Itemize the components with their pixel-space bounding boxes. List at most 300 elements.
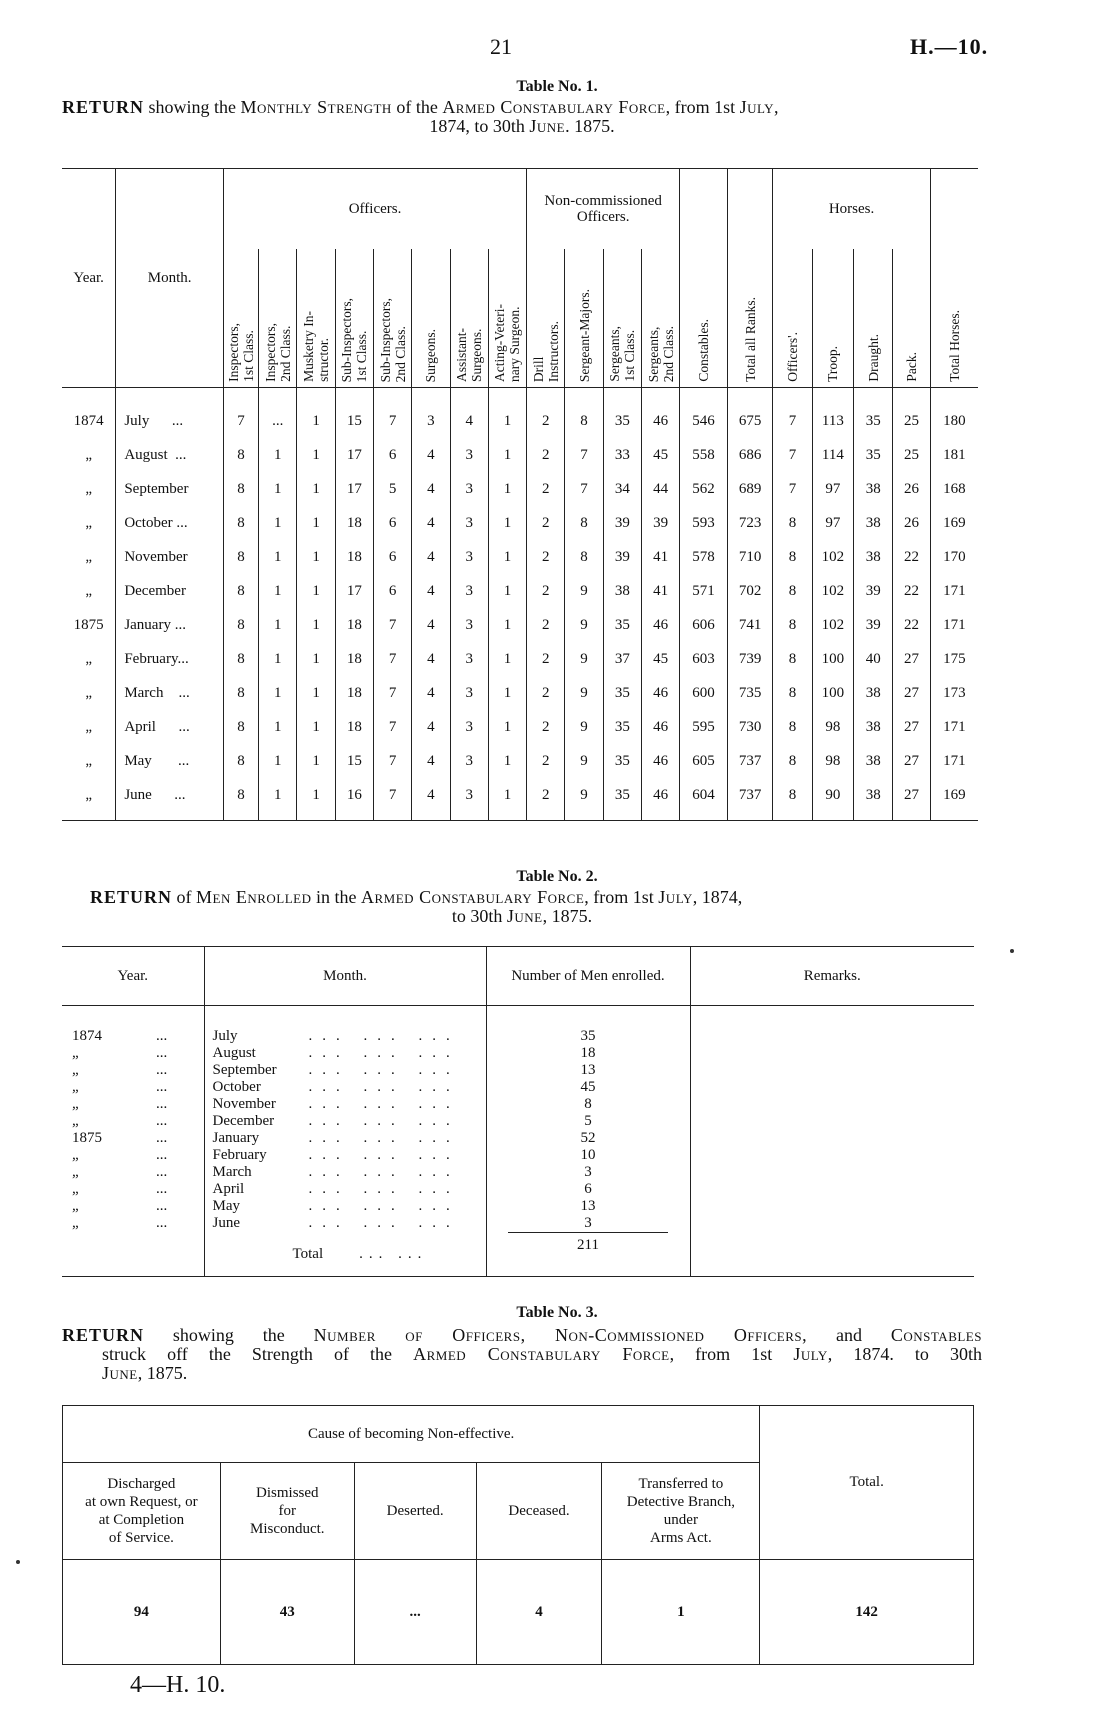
table-cell: 1 (297, 472, 335, 506)
table3-title: Table No. 3. (516, 1304, 598, 1321)
table-cell: 16 (335, 778, 373, 821)
table-cell: 1 (259, 710, 297, 744)
row-year: „ ... (72, 1096, 168, 1112)
table-cell: 7 (373, 710, 411, 744)
table-row (62, 540, 978, 574)
table-cell: 27 (893, 642, 930, 676)
monthly-strength-table (62, 168, 978, 821)
col-header: Draught. (854, 249, 893, 388)
row-month: July ... ... ... (212, 1028, 460, 1044)
table-cell: 8 (223, 506, 258, 540)
col-header: Officers'. (773, 249, 812, 388)
table-cell: 46 (641, 710, 679, 744)
table-cell: 181 (930, 438, 978, 472)
table-row (62, 676, 978, 710)
table-cell: 35 (603, 388, 641, 439)
row-year: „ ... (72, 1215, 168, 1231)
table-cell: 2 (527, 472, 565, 506)
table-cell: 4 (412, 642, 450, 676)
col-header: Deceased. (476, 1463, 602, 1560)
table-cell: 97 (812, 506, 853, 540)
table-cell: 1 (297, 506, 335, 540)
table-cell: 35 (603, 744, 641, 778)
row-year: 1874 ... (72, 1028, 168, 1044)
col-header: Total all Ranks. (727, 249, 773, 388)
table-cell: 1 (488, 438, 526, 472)
remarks-cell (690, 1006, 974, 1277)
table-cell: 4 (412, 778, 450, 821)
row-year: „ (62, 710, 116, 744)
table-cell: 39 (603, 506, 641, 540)
table-cell: 8 (223, 540, 258, 574)
table-row (62, 506, 978, 540)
table-cell: 98 (812, 744, 853, 778)
table-cell: 18 (335, 710, 373, 744)
table-cell: 38 (603, 574, 641, 608)
table-cell: 7 (373, 642, 411, 676)
table-cell: 546 (680, 388, 728, 439)
col-header: Total Horses. (930, 249, 978, 388)
table-cell: 1 (488, 608, 526, 642)
table-cell: 2 (527, 388, 565, 439)
table-cell: 739 (727, 642, 773, 676)
table-cell: 600 (680, 676, 728, 710)
col-header: Troop. (812, 249, 853, 388)
table-cell: 3 (412, 388, 450, 439)
table-cell: 40 (854, 642, 893, 676)
row-month: September (116, 472, 224, 506)
table-cell: 8 (223, 676, 258, 710)
row-enrolled: 3 (584, 1164, 592, 1180)
table-cell: 45 (641, 438, 679, 472)
table-cell: 675 (727, 388, 773, 439)
row-year: „ (62, 778, 116, 821)
table-cell: 595 (680, 710, 728, 744)
table-cell: 34 (603, 472, 641, 506)
table-cell: 170 (930, 540, 978, 574)
table-cell: 18 (335, 506, 373, 540)
table-cell: 2 (527, 710, 565, 744)
table-cell: 46 (641, 744, 679, 778)
table-cell: 38 (854, 710, 893, 744)
table-cell: 17 (335, 472, 373, 506)
table-cell: 3 (450, 506, 488, 540)
table-cell: 3 (450, 744, 488, 778)
table-cell: 1 (297, 574, 335, 608)
table-cell: 38 (854, 676, 893, 710)
table-cell: 1 (488, 574, 526, 608)
table-cell: 4 (412, 676, 450, 710)
row-month: February... (116, 642, 224, 676)
table-cell: 26 (893, 506, 930, 540)
table-cell: 1 (488, 744, 526, 778)
table-cell: 180 (930, 388, 978, 439)
table-cell: 6 (373, 574, 411, 608)
table-cell: 8 (223, 438, 258, 472)
row-enrolled: 13 (580, 1198, 596, 1214)
table-cell: 2 (527, 540, 565, 574)
table-cell: 603 (680, 642, 728, 676)
table-cell: 9 (565, 608, 603, 642)
row-month: May ... ... ... (212, 1198, 460, 1214)
table-cell: 7 (565, 472, 603, 506)
table-cell: 4 (412, 710, 450, 744)
table-cell: 3 (450, 574, 488, 608)
table-cell: 18 (335, 608, 373, 642)
table-cell: 1 (297, 744, 335, 778)
table-cell: 102 (812, 608, 853, 642)
table-cell: 8 (773, 710, 812, 744)
table-cell: 44 (641, 472, 679, 506)
table-cell: 1 (297, 642, 335, 676)
table-cell: 3 (450, 608, 488, 642)
table-cell: 17 (335, 574, 373, 608)
table-row (62, 710, 978, 744)
table-row (62, 574, 978, 608)
table-cell: 4 (412, 744, 450, 778)
col-header: Sub-Inspectors, 2nd Class. (373, 249, 411, 388)
table-cell: 723 (727, 506, 773, 540)
row-year: „ ... (72, 1147, 168, 1163)
value-cell: ... (354, 1560, 476, 1665)
table-cell: 606 (680, 608, 728, 642)
row-year: „ ... (72, 1113, 168, 1129)
table-cell: 571 (680, 574, 728, 608)
table-cell: 2 (527, 506, 565, 540)
table-cell: 1 (297, 388, 335, 439)
table-cell: 113 (812, 388, 853, 439)
table-cell: 35 (603, 710, 641, 744)
table-cell: 8 (773, 642, 812, 676)
col-header: Deserted. (354, 1463, 476, 1560)
table-cell: 1 (488, 506, 526, 540)
table1-title: Table No. 1. (516, 78, 598, 95)
col-number-enrolled: Number of Men enrolled. (486, 947, 690, 1006)
table-cell: 8 (773, 506, 812, 540)
table3-caption: RETURN showing the Number of Officers, Non-Commissioned Officers, and Constables struck off the Strength of the Armed Constabulary Force, from 1st July, 1874. to 30th June, 1875. (62, 1325, 982, 1383)
col-month: Month. (116, 169, 224, 388)
table-cell: 8 (565, 388, 603, 439)
table-cell: 605 (680, 744, 728, 778)
table2-caption: RETURN of Men Enrolled in the Armed Constabulary Force, from 1st July, 1874, to 30th June, 1875. (90, 887, 743, 926)
table-cell: 2 (527, 438, 565, 472)
table-cell: 173 (930, 676, 978, 710)
table-cell: 3 (450, 438, 488, 472)
row-month: April ... ... ... (212, 1181, 460, 1197)
table-cell: 22 (893, 574, 930, 608)
men-enrolled-table (62, 946, 974, 1277)
table-cell: 35 (603, 676, 641, 710)
table-cell: 15 (335, 388, 373, 439)
speck-mark (1010, 949, 1014, 953)
row-year: „ (62, 472, 116, 506)
row-month: June ... ... ... (212, 1215, 460, 1231)
col-header: Pack. (893, 249, 930, 388)
table-cell: 1 (297, 710, 335, 744)
row-month: January ... ... ... (212, 1130, 460, 1146)
table-cell: 2 (527, 574, 565, 608)
table-cell: 100 (812, 676, 853, 710)
table-cell: 168 (930, 472, 978, 506)
table-cell: 39 (854, 608, 893, 642)
table-cell: 7 (373, 388, 411, 439)
row-year: „ (62, 744, 116, 778)
table-cell: 8 (773, 608, 812, 642)
table-cell: 1 (488, 540, 526, 574)
table-cell: 735 (727, 676, 773, 710)
table-cell: 9 (565, 642, 603, 676)
table-cell: 8 (223, 472, 258, 506)
table-cell: 710 (727, 540, 773, 574)
table-cell: 27 (893, 744, 930, 778)
table-cell: 737 (727, 778, 773, 821)
row-month: November ... ... ... (212, 1096, 460, 1112)
footer-code: 4—H. 10. (130, 1672, 226, 1698)
table-cell: 3 (450, 710, 488, 744)
table-cell: 1 (297, 676, 335, 710)
document-code: H.—10. (910, 34, 989, 59)
table-cell: 1 (259, 642, 297, 676)
table-cell: 100 (812, 642, 853, 676)
table-cell: 8 (223, 710, 258, 744)
row-year: 1875 ... (72, 1130, 168, 1146)
row-month: October ... ... ... (212, 1079, 460, 1095)
table-cell: 3 (450, 472, 488, 506)
table-cell: 8 (223, 608, 258, 642)
total-enrolled: 211 (486, 1232, 690, 1277)
row-enrolled: 35 (580, 1028, 596, 1044)
col-header: Sergeants, 1st Class. (603, 249, 641, 388)
table-cell: 38 (854, 744, 893, 778)
row-enrolled: 52 (580, 1130, 596, 1146)
table-cell: 35 (854, 438, 893, 472)
table-cell: 6 (373, 506, 411, 540)
table-cell: 8 (565, 540, 603, 574)
table-cell: 2 (527, 744, 565, 778)
row-month: January ... (116, 608, 224, 642)
speck-mark (16, 1560, 20, 1564)
col-year: Year. (62, 947, 204, 1006)
table-cell: 1 (297, 540, 335, 574)
row-year: „ ... (72, 1198, 168, 1214)
col-total: Total. (760, 1406, 974, 1560)
table-cell: 39 (641, 506, 679, 540)
table-cell: 1 (297, 608, 335, 642)
table-cell: 1 (259, 778, 297, 821)
value-cell: 43 (220, 1560, 354, 1665)
table-cell: 558 (680, 438, 728, 472)
table-cell: 7 (373, 676, 411, 710)
table-cell: 1 (259, 676, 297, 710)
table-cell: 8 (773, 778, 812, 821)
table-cell: 102 (812, 540, 853, 574)
row-month: November (116, 540, 224, 574)
row-month: June ... (116, 778, 224, 821)
table-cell: 7 (373, 744, 411, 778)
row-month: July ... (116, 388, 224, 439)
table-cell: 1 (488, 642, 526, 676)
row-month: October ... (116, 506, 224, 540)
table-cell: 25 (893, 388, 930, 439)
group-nco: Non-commissioned Officers. (527, 169, 680, 250)
row-enrolled: 6 (584, 1181, 592, 1197)
row-year: „ ... (72, 1062, 168, 1078)
table-cell: 171 (930, 574, 978, 608)
table-cell: 604 (680, 778, 728, 821)
table-cell: 1 (488, 388, 526, 439)
table-cell: 9 (565, 676, 603, 710)
table-cell: 7 (373, 778, 411, 821)
row-year: „ ... (72, 1164, 168, 1180)
row-year: „ (62, 574, 116, 608)
table-cell: 37 (603, 642, 641, 676)
col-header: Dismissed for Misconduct. (220, 1463, 354, 1560)
table-cell: 6 (373, 438, 411, 472)
table-cell: 18 (335, 676, 373, 710)
table-cell: 1 (488, 472, 526, 506)
row-enrolled: 10 (580, 1147, 596, 1163)
col-header: Sub-Inspectors, 1st Class. (335, 249, 373, 388)
table-row (62, 642, 978, 676)
row-month: February ... ... ... (212, 1147, 460, 1163)
col-header: Musketry In- structor. (297, 249, 335, 388)
col-header: Inspectors, 2nd Class. (259, 249, 297, 388)
table-cell: 46 (641, 388, 679, 439)
value-cell: 4 (476, 1560, 602, 1665)
table-cell: 1 (259, 744, 297, 778)
table-cell: 46 (641, 608, 679, 642)
row-year: „ ... (72, 1045, 168, 1061)
table-cell: ... (259, 388, 297, 439)
table-cell: 39 (854, 574, 893, 608)
table-cell: 39 (603, 540, 641, 574)
col-header: Drill Instructors. (527, 249, 565, 388)
table-cell: 8 (223, 778, 258, 821)
row-month: December (116, 574, 224, 608)
table-cell: 2 (527, 676, 565, 710)
row-month: May ... (116, 744, 224, 778)
table-cell: 17 (335, 438, 373, 472)
table-cell: 1 (259, 574, 297, 608)
table-row (62, 608, 978, 642)
row-month: March ... ... ... (212, 1164, 460, 1180)
cause-header: Cause of becoming Non-effective. (63, 1406, 760, 1463)
table-row (62, 778, 978, 821)
table-cell: 33 (603, 438, 641, 472)
table-cell: 686 (727, 438, 773, 472)
row-year: „ (62, 438, 116, 472)
table-cell: 1 (488, 778, 526, 821)
col-month: Month. (204, 947, 486, 1006)
table-cell: 7 (223, 388, 258, 439)
table-cell: 27 (893, 710, 930, 744)
table-cell: 562 (680, 472, 728, 506)
table-cell: 7 (773, 438, 812, 472)
table-row (62, 438, 978, 472)
table-cell: 8 (223, 574, 258, 608)
table-cell: 169 (930, 778, 978, 821)
table-cell: 2 (527, 642, 565, 676)
table-cell: 45 (641, 642, 679, 676)
table-cell: 38 (854, 778, 893, 821)
table-cell: 3 (450, 676, 488, 710)
col-header: Acting-Veteri- nary Surgeon. (488, 249, 526, 388)
table-cell: 98 (812, 710, 853, 744)
table-cell: 7 (773, 472, 812, 506)
col-header: Inspectors, 1st Class. (223, 249, 258, 388)
table-cell: 171 (930, 710, 978, 744)
table-cell: 2 (527, 778, 565, 821)
col-header: Surgeons. (412, 249, 450, 388)
table-cell: 730 (727, 710, 773, 744)
table-cell: 3 (450, 540, 488, 574)
table-cell: 7 (373, 608, 411, 642)
row-month: September ... ... ... (212, 1062, 460, 1078)
table-cell: 27 (893, 676, 930, 710)
table-cell: 35 (854, 388, 893, 439)
value-cell: 1 (602, 1560, 760, 1665)
row-year: „ ... (72, 1181, 168, 1197)
table-cell: 8 (565, 506, 603, 540)
table-cell: 702 (727, 574, 773, 608)
row-enrolled: 5 (584, 1113, 592, 1129)
total-value: 142 (760, 1560, 974, 1665)
table-cell: 1 (488, 710, 526, 744)
row-month: August ... ... ... (212, 1045, 460, 1061)
table-cell: 22 (893, 540, 930, 574)
total-label: Total ... ... (204, 1232, 486, 1277)
table-cell: 1 (259, 608, 297, 642)
value-cell: 94 (63, 1560, 221, 1665)
row-enrolled: 13 (580, 1062, 596, 1078)
table-cell: 46 (641, 778, 679, 821)
table-cell: 9 (565, 778, 603, 821)
table-cell: 4 (412, 438, 450, 472)
table-cell: 97 (812, 472, 853, 506)
table-cell: 2 (527, 608, 565, 642)
row-month: April ... (116, 710, 224, 744)
table-row (62, 744, 978, 778)
table-cell: 3 (450, 778, 488, 821)
col-year: Year. (62, 169, 116, 388)
table-cell: 6 (373, 540, 411, 574)
row-enrolled: 18 (580, 1045, 596, 1061)
row-year: „ (62, 642, 116, 676)
table-cell: 7 (773, 388, 812, 439)
table-cell: 46 (641, 676, 679, 710)
table-cell: 38 (854, 540, 893, 574)
group-officers: Officers. (223, 169, 526, 250)
table-cell: 8 (223, 642, 258, 676)
table-cell: 741 (727, 608, 773, 642)
table-cell: 7 (565, 438, 603, 472)
table-cell: 18 (335, 642, 373, 676)
table-cell: 38 (854, 472, 893, 506)
table-cell: 27 (893, 778, 930, 821)
table-cell: 4 (450, 388, 488, 439)
table-cell: 5 (373, 472, 411, 506)
table-cell: 1 (297, 438, 335, 472)
table-cell: 169 (930, 506, 978, 540)
col-header: Transferred to Detective Branch, under Arms Act. (602, 1463, 760, 1560)
table-cell: 4 (412, 540, 450, 574)
table-cell: 3 (450, 642, 488, 676)
table-cell: 114 (812, 438, 853, 472)
row-enrolled: 3 (584, 1215, 592, 1231)
table-cell: 171 (930, 608, 978, 642)
table-cell: 171 (930, 744, 978, 778)
table-row (62, 472, 978, 506)
